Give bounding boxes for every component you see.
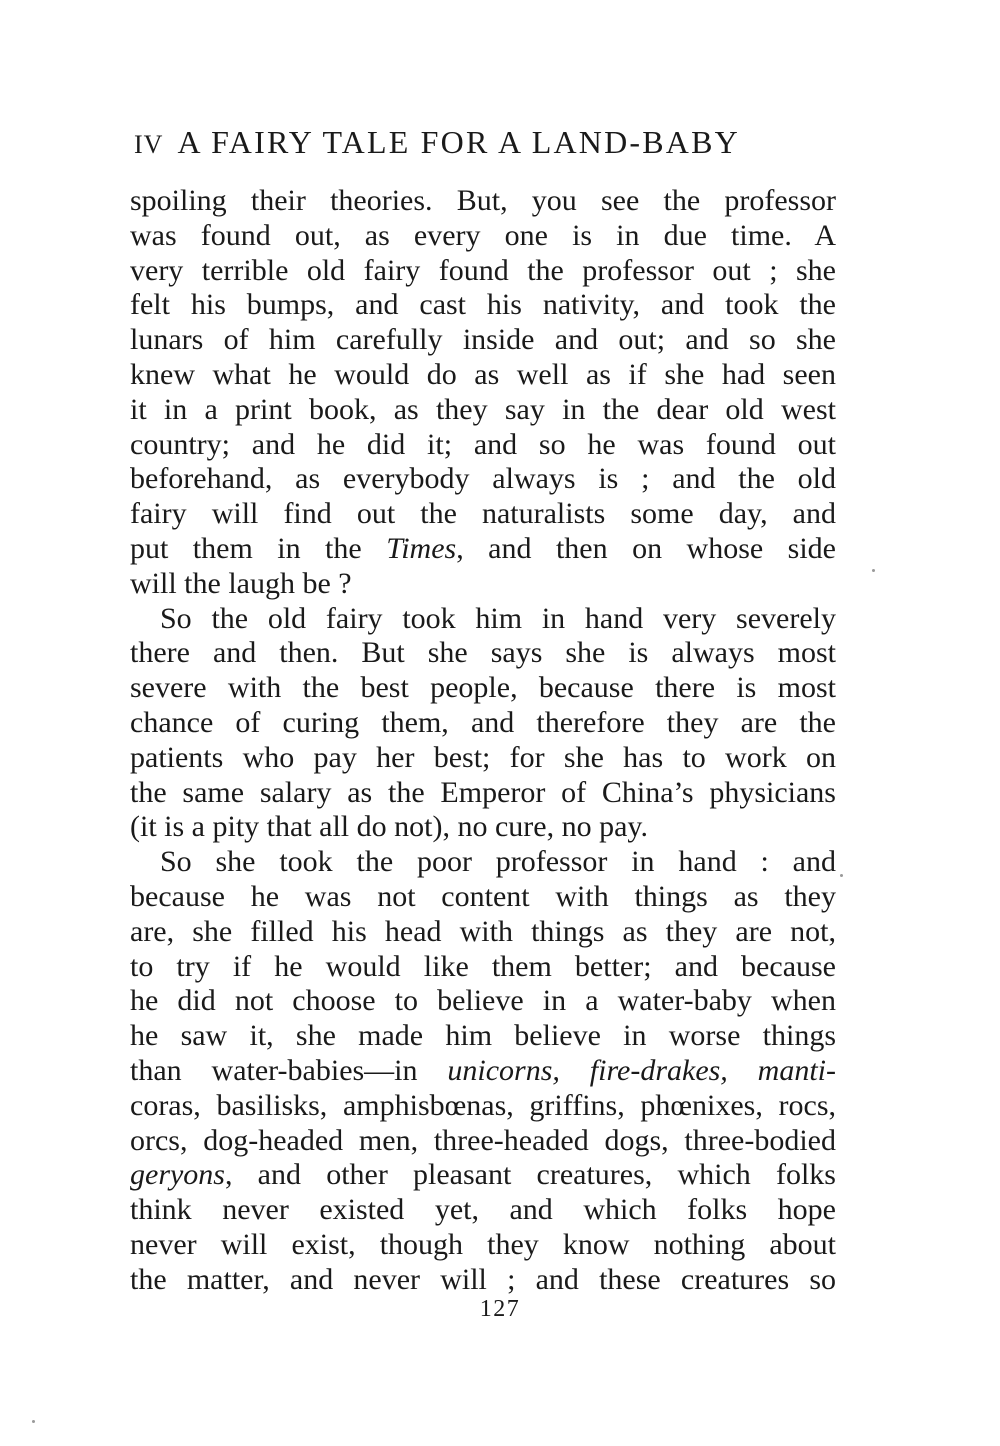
creature-list: unicorns, fire-drakes, manti-	[447, 1053, 837, 1087]
text-run: put them in the	[130, 531, 387, 565]
text-line: will the laugh be ?	[130, 566, 352, 600]
print-speck	[872, 569, 875, 572]
body-text	[130, 184, 836, 1298]
text-run: than water-babies—in	[130, 1053, 448, 1087]
creature-list-line: orcs, dog-headed men, three-headed dogs, three-bodied	[130, 1123, 836, 1157]
creature-list-line: coras, basilisks, amphisbœnas, griffins, phœnixes, rocs,	[130, 1088, 836, 1122]
text-line: patients who pay her best; for she has to work on	[130, 740, 836, 774]
text-line: fairy will find out the naturalists some day, and	[130, 497, 836, 531]
text-line: country; and he did it; and so he was found out	[130, 427, 836, 461]
text-line: (it is a pity that all do not), no cure, no pay.	[130, 810, 648, 844]
text-line: lunars of him carefully inside and out; and so she	[130, 323, 836, 357]
chapter-number: IV	[134, 130, 164, 159]
text-line: felt his bumps, and cast his nativity, and took the	[130, 288, 836, 322]
text-line: chance of curing them, and therefore they are the	[130, 705, 836, 739]
text-run: , and other pleasant creatures, which folks	[224, 1158, 836, 1192]
text-line: knew what he would do as well as if she had seen	[130, 357, 836, 391]
text-line: he did not choose to believe in a water-baby when	[130, 984, 836, 1018]
text-line	[130, 532, 836, 567]
text-line: it in a print book, as they say in the dear old west	[130, 392, 836, 426]
running-head	[134, 118, 834, 166]
text-line: spoiling their theories. But, you see the professor	[130, 184, 836, 217]
creature-list: geryons	[130, 1158, 225, 1192]
text-line: the matter, and never will ; and these creatures so	[130, 1262, 836, 1296]
text-line: very terrible old fairy found the professor out ; she	[130, 253, 836, 287]
text-run: , and then on whose side	[456, 531, 837, 565]
chapter-title: A FAIRY TALE FOR A LAND-BABY	[177, 124, 740, 160]
text-line: he saw it, she made him believe in worse things	[130, 1019, 836, 1053]
text-line: there and then. But she says she is always most	[130, 636, 836, 670]
newspaper-title: Times	[386, 531, 457, 565]
page-number: 127	[479, 1296, 521, 1322]
print-speck	[840, 874, 843, 877]
text-line: to try if he would like them better; and because	[130, 949, 836, 983]
text-line: beforehand, as everybody always is ; and the old	[130, 462, 836, 496]
text-line: was found out, as every one is in due time. A	[130, 218, 836, 252]
text-line: the same salary as the Emperor of China’s physicians	[130, 775, 836, 809]
paragraph-start-line: So she took the poor professor in hand : and	[160, 845, 836, 879]
print-speck	[32, 1420, 35, 1423]
text-line: are, she filled his head with things as they are not,	[130, 914, 836, 948]
text-line	[130, 1158, 836, 1193]
text-line: because he was not content with things as they	[130, 879, 836, 913]
paragraph-start-line: So the old fairy took him in hand very severely	[160, 601, 836, 635]
text-line	[130, 1054, 836, 1089]
text-line: think never existed yet, and which folks hope	[130, 1193, 836, 1227]
text-line: never will exist, though they know nothing about	[130, 1227, 836, 1261]
text-line: severe with the best people, because there is most	[130, 671, 836, 705]
